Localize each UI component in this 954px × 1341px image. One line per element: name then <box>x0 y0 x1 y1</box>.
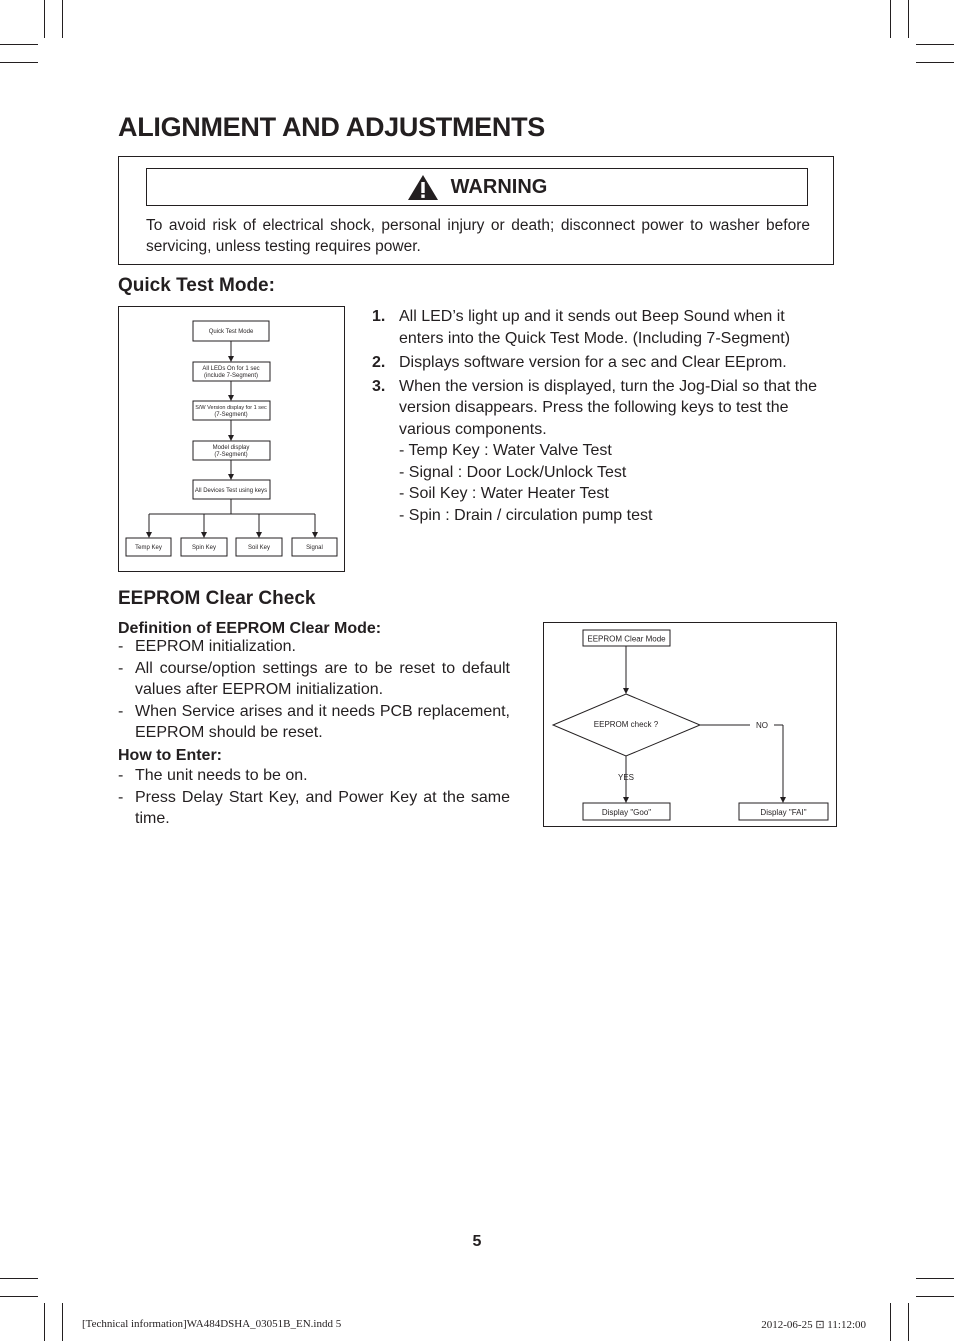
warning-box <box>118 156 834 265</box>
eeprom-heading: EEPROM Clear Check <box>118 588 316 609</box>
crop-mark <box>916 1296 954 1297</box>
flow-key-soil: Soil Key <box>247 545 271 551</box>
eeprom-flow-yes: YES <box>617 773 635 782</box>
flow-node-model: Model display <box>212 445 250 451</box>
step-text: When the version is displayed, turn the Jog-Dial so that the version disappears. Press the following keys to test the various components. <box>399 377 817 438</box>
eeprom-definition-heading: Definition of EEPROM Clear Mode: <box>118 620 382 637</box>
eeprom-flow-no-result: Display "FAI" <box>760 808 807 817</box>
step-subitem: - Spin : Drain / circulation pump test <box>399 506 653 524</box>
crop-mark <box>0 1278 38 1279</box>
page-number: 5 <box>472 1233 482 1250</box>
flow-key-spin: Spin Key <box>191 545 217 551</box>
eeprom-flow-start: EEPROM Clear Mode <box>587 634 666 644</box>
crop-mark <box>0 44 38 45</box>
flow-node-start: Quick Test Mode <box>208 329 254 335</box>
flow-node-version-sub: (7-Segment) <box>214 412 248 418</box>
flow-key-signal: Signal <box>306 545 323 551</box>
footer-file-info: [Technical information]WA484DSHA_03051B_EN.indd 5 <box>82 1318 342 1330</box>
footer-timestamp: 2012-06-25 ⊡ 11:12:00 <box>761 1319 866 1331</box>
list-item: - All course/option settings are to be reset to default values after EEPROM initialization. <box>118 658 510 701</box>
step-item <box>372 352 832 374</box>
crop-mark <box>62 0 63 38</box>
eeprom-flow-decision: EEPROM check ? <box>593 720 659 729</box>
crop-mark <box>916 1278 954 1279</box>
step-text: All LED’s light up and it sends out Beep Sound when it enters into the Quick Test Mode. (Including 7-Segment) <box>399 308 791 347</box>
step-number: 3. <box>372 377 386 395</box>
step-subitem: - Signal : Door Lock/Unlock Test <box>399 463 627 481</box>
eeprom-definition-list <box>118 636 510 744</box>
crop-mark <box>890 0 891 38</box>
crop-mark <box>916 44 954 45</box>
step-text: Displays software version for a sec and Clear EEprom. <box>399 353 787 371</box>
warning-triangle-icon <box>407 174 439 201</box>
crop-mark <box>916 62 954 63</box>
crop-mark <box>908 0 909 38</box>
quick-test-steps <box>372 306 832 529</box>
crop-mark <box>0 1296 38 1297</box>
flow-node-model-sub: (7-Segment) <box>214 452 248 458</box>
step-item <box>372 376 832 527</box>
step-subitem: - Temp Key : Water Valve Test <box>399 442 612 459</box>
list-item: - Press Delay Start Key, and Power Key at the same time. <box>118 787 510 830</box>
flow-key-temp: Temp Key <box>135 545 162 551</box>
eeprom-enter-heading: How to Enter: <box>118 747 222 764</box>
crop-mark <box>908 1303 909 1341</box>
eeprom-enter-list <box>118 765 510 830</box>
crop-mark <box>0 62 38 63</box>
list-item: - EEPROM initialization. <box>118 636 510 658</box>
page-title: ALIGNMENT AND ADJUSTMENTS <box>118 112 545 142</box>
crop-mark <box>62 1303 63 1341</box>
eeprom-flowchart <box>543 622 837 827</box>
crop-mark <box>44 0 45 38</box>
step-subitem: - Soil Key : Water Heater Test <box>399 485 609 502</box>
warning-label: WARNING <box>450 175 548 198</box>
list-item: - When Service arises and it needs PCB replacement, EEPROM should be reset. <box>118 701 510 744</box>
step-number: 1. <box>372 308 386 325</box>
crop-mark <box>890 1303 891 1341</box>
flow-node-version: S/W Version display for 1 sec <box>195 405 267 411</box>
eeprom-flow-yes-result: Display "Goo" <box>601 808 652 817</box>
flow-node-devices: All Devices Test using keys <box>194 488 268 494</box>
list-item: - The unit needs to be on. <box>118 765 510 787</box>
warning-text: To avoid risk of electrical shock, personal injury or death; disconnect power to washer before servicing, unless testing requires power. <box>146 217 810 255</box>
step-number: 2. <box>372 353 386 371</box>
eeprom-flow-no: NO <box>756 721 768 730</box>
quick-test-heading: Quick Test Mode: <box>118 275 275 296</box>
warning-header <box>146 168 808 206</box>
flow-node-leds: All LEDs On for 1 sec <box>202 366 260 372</box>
crop-mark <box>44 1303 45 1341</box>
quick-test-flowchart <box>118 306 345 572</box>
step-item <box>372 306 832 349</box>
flow-node-leds-sub: (include 7-Segment) <box>203 373 259 379</box>
